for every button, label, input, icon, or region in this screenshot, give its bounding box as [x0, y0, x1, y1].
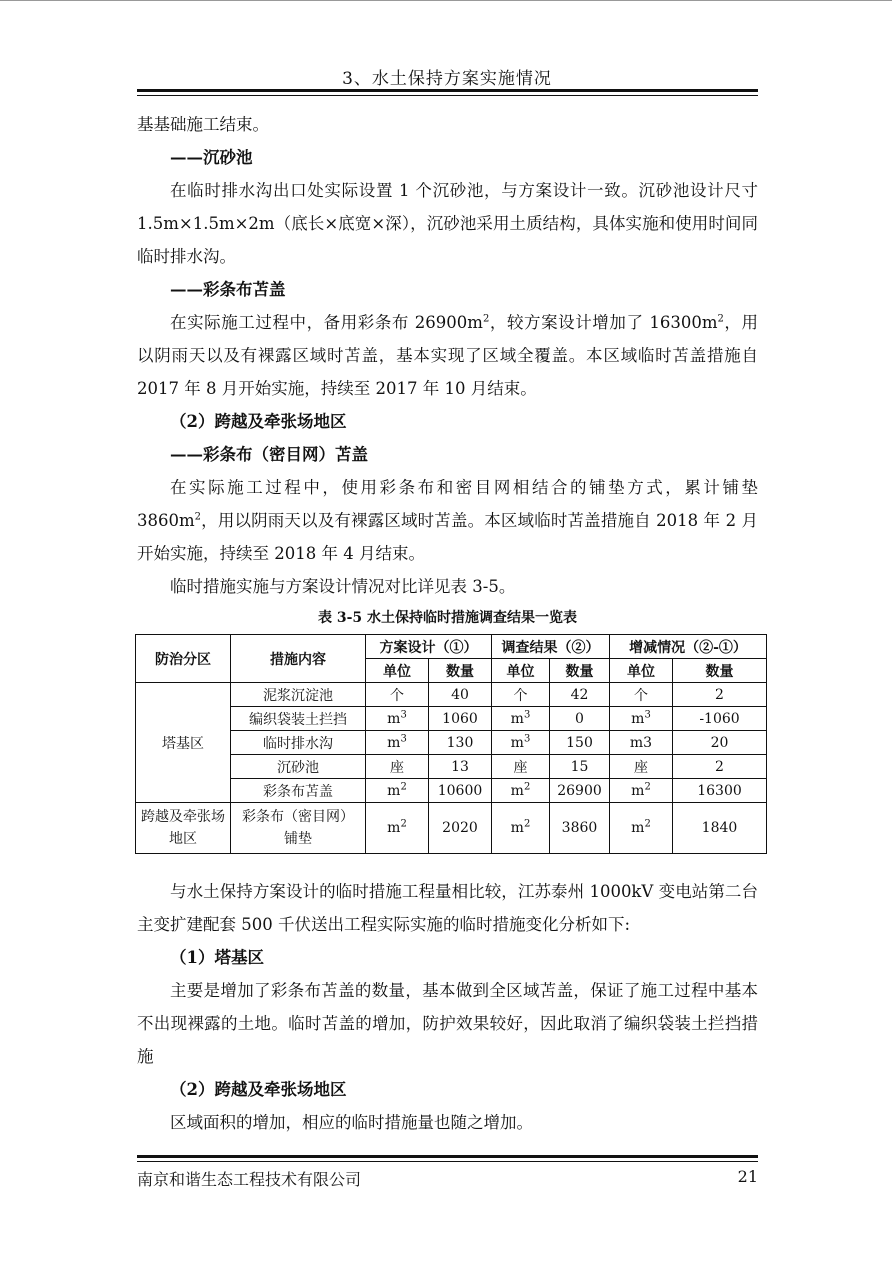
header-rule-thin: [137, 95, 758, 96]
unit-cell: 个: [366, 683, 429, 707]
heading-tower-zone: （1）塔基区: [170, 948, 264, 967]
paragraph-cloth-net-cover: 在实际施工过程中，使用彩条布和密目网相结合的铺垫方式，累计铺垫 $3860m^2$，用以阴雨天以及有裸露区域时苫盖。本区域临时苫盖措施自 2018 年 2 月开始实施，持续至 2018 年 4 月结束。: [137, 478, 758, 563]
qty-cell: 16300: [673, 779, 767, 803]
unit-cell: $m^2$: [492, 779, 550, 803]
page-number: 21: [737, 1167, 758, 1186]
paragraph-crossing-zone: 区域面积的增加，相应的临时措施量也随之增加。: [170, 1113, 533, 1132]
unit-cell: $m^3$: [610, 707, 673, 731]
heading-color-cloth-cover: ——彩条布苫盖: [170, 280, 286, 299]
qty-cell: 26900: [550, 779, 610, 803]
unit-cell: $m^2$: [492, 803, 550, 854]
table-row: [136, 683, 767, 707]
qty-cell: 13: [429, 755, 492, 779]
qty-cell: 1060: [429, 707, 492, 731]
unit-cell: $m^2$: [366, 779, 429, 803]
temporary-measures-table: [135, 634, 767, 854]
running-header: 3、水土保持方案实施情况: [342, 69, 552, 89]
qty-cell: 10600: [429, 779, 492, 803]
header-unit: 单位: [492, 659, 550, 683]
measure-cell: 临时排水沟: [231, 731, 366, 755]
table-row: [136, 707, 767, 731]
header-measure: 措施内容: [231, 635, 366, 683]
paragraph-table-reference: 临时措施实施与方案设计情况对比详见表 3-5。: [170, 577, 516, 596]
measure-cell: 彩条布（密目网）铺垫: [231, 803, 366, 854]
qty-cell: 2020: [429, 803, 492, 854]
header-change: 增减情况（②-①）: [610, 635, 767, 659]
header-plan: 方案设计（①）: [366, 635, 492, 659]
unit-cell: 座: [492, 755, 550, 779]
header-qty: 数量: [429, 659, 492, 683]
table-header-row: [136, 635, 767, 659]
qty-cell: 20: [673, 731, 767, 755]
heading-zone-crossing: （2）跨越及牵张场地区: [170, 412, 347, 431]
unit-cell: 座: [610, 755, 673, 779]
paragraph-analysis-intro: 与水土保持方案设计的临时措施工程量相比较，江苏泰州 1000kV 变电站第二台主变扩建配套 500 千伏送出工程实际实施的临时措施变化分析如下:: [137, 882, 758, 934]
table-row: [136, 803, 767, 854]
qty-cell: 1840: [673, 803, 767, 854]
unit-cell: $m^3$: [366, 731, 429, 755]
unit-cell: $m^2$: [610, 779, 673, 803]
qty-cell: 2: [673, 683, 767, 707]
unit-cell: m3: [610, 731, 673, 755]
qty-cell: 40: [429, 683, 492, 707]
qty-cell: 150: [550, 731, 610, 755]
measure-cell: 沉砂池: [231, 755, 366, 779]
unit-cell: $m^3$: [492, 731, 550, 755]
footer-rule-thin: [137, 1161, 758, 1162]
qty-cell: 0: [550, 707, 610, 731]
qty-cell: 15: [550, 755, 610, 779]
table-row: [136, 731, 767, 755]
table-row: [136, 755, 767, 779]
qty-cell: 2: [673, 755, 767, 779]
header-qty: 数量: [550, 659, 610, 683]
qty-cell: 42: [550, 683, 610, 707]
qty-cell: 130: [429, 731, 492, 755]
qty-cell: -1060: [673, 707, 767, 731]
header-qty: 数量: [673, 659, 767, 683]
page-top-border: [0, 0, 892, 1]
table-row: [136, 779, 767, 803]
header-zone: 防治分区: [136, 635, 231, 683]
measure-cell: 编织袋装土拦挡: [231, 707, 366, 731]
unit-cell: $m^2$: [610, 803, 673, 854]
unit-cell: $m^2$: [366, 803, 429, 854]
measure-cell: 彩条布苫盖: [231, 779, 366, 803]
header-rule-thick: [137, 89, 758, 92]
zone-cell-tower: 塔基区: [136, 683, 231, 803]
heading-sediment-tank: ——沉砂池: [170, 148, 253, 167]
paragraph-tower-zone: 主要是增加了彩条布苫盖的数量，基本做到全区域苫盖，保证了施工过程中基本不出现裸露的土地。临时苫盖的增加，防护效果较好，因此取消了编织袋装土拦挡措施: [137, 981, 758, 1066]
footer-company: 南京和谐生态工程技术有限公司: [137, 1170, 362, 1189]
zone-cell-crossing: 跨越及牵张场地区: [136, 803, 231, 854]
qty-cell: 3860: [550, 803, 610, 854]
footer-rule-thick: [137, 1155, 758, 1158]
table-caption: 表 3-5 水土保持临时措施调查结果一览表: [317, 610, 578, 626]
measure-cell: 泥浆沉淀池: [231, 683, 366, 707]
paragraph-sediment-tank: 在临时排水沟出口处实际设置 1 个沉砂池，与方案设计一致。沉砂池设计尺寸 1.5m×1.5m×2m（底长×底宽×深），沉砂池采用土质结构，具体实施和使用时间同临时排水沟。: [137, 181, 758, 266]
heading-crossing-zone: （2）跨越及牵张场地区: [170, 1080, 347, 1099]
unit-cell: 座: [366, 755, 429, 779]
unit-cell: 个: [492, 683, 550, 707]
paragraph-continuation: 基基础施工结束。: [137, 115, 269, 134]
heading-cloth-net-cover: ——彩条布（密目网）苫盖: [170, 445, 368, 464]
unit-cell: $m^3$: [366, 707, 429, 731]
unit-cell: 个: [610, 683, 673, 707]
header-unit: 单位: [610, 659, 673, 683]
header-survey: 调查结果（②）: [492, 635, 610, 659]
paragraph-color-cloth-cover: 在实际施工过程中，备用彩条布 $26900m^2$，较方案设计增加了 $16300m^2$，用以阴雨天以及有裸露区域时苫盖，基本实现了区域全覆盖。本区域临时苫盖措施自 2017 年 8 月开始实施，持续至 2017 年 10 月结束。: [137, 313, 758, 398]
unit-cell: $m^3$: [492, 707, 550, 731]
header-unit: 单位: [366, 659, 429, 683]
